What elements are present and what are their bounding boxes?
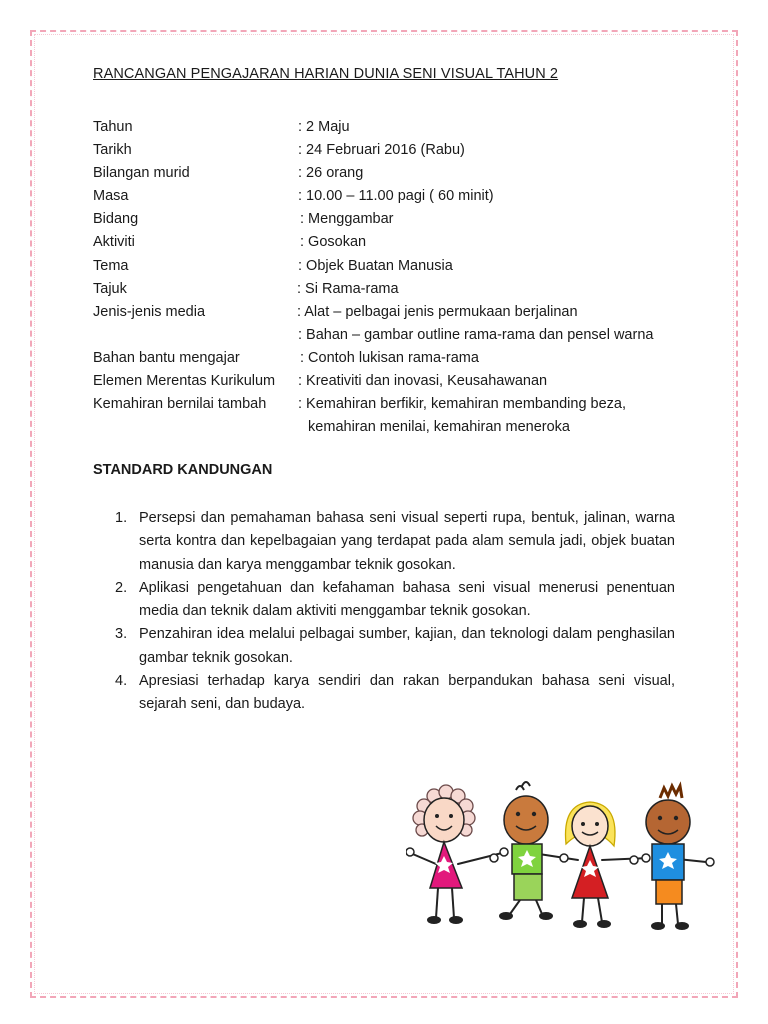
info-label: Tarikh xyxy=(93,142,132,159)
info-row-tajuk xyxy=(93,278,693,301)
info-value: : 26 orang xyxy=(298,165,364,182)
info-value: : 10.00 – 11.00 pagi ( 60 minit) xyxy=(298,188,494,205)
info-table xyxy=(93,116,693,439)
info-label: Bahan bantu mengajar xyxy=(93,349,240,366)
info-label: Tema xyxy=(93,257,129,274)
info-row-tarikh xyxy=(93,139,693,162)
info-label: Kemahiran bernilai tambah xyxy=(93,396,267,413)
list-item xyxy=(93,623,675,670)
list-text: Apresiasi terhadap karya sendiri dan rakan berpandukan bahasa seni visual, sejarah seni, dan budaya. xyxy=(139,673,675,713)
info-value: : Kreativiti dan inovasi, Keusahawanan xyxy=(298,373,548,390)
girl-curly-hair-figure xyxy=(413,785,475,924)
info-row-jenis-media xyxy=(93,301,693,324)
info-value: : Kemahiran berfikir, kemahiran membanding beza, xyxy=(298,396,627,413)
list-number: 3. xyxy=(115,626,128,643)
info-row-bilangan-murid xyxy=(93,162,693,185)
document-title: RANCANGAN PENGAJARAN HARIAN DUNIA SENI VISUAL TAHUN 2 xyxy=(93,66,559,82)
info-row-kemahiran xyxy=(93,393,693,416)
info-value: : 2 Maju xyxy=(298,119,350,135)
info-row-bahan-bantu xyxy=(93,347,693,370)
list-item xyxy=(93,507,675,577)
info-row-bidang xyxy=(93,208,693,231)
list-number: 4. xyxy=(115,673,128,690)
list-number: 2. xyxy=(115,579,128,596)
list-item xyxy=(93,577,675,624)
info-row-aktiviti xyxy=(93,231,693,254)
info-label: Jenis-jenis media xyxy=(93,303,206,320)
info-value: : 24 Februari 2016 (Rabu) xyxy=(298,142,465,159)
list-text: Persepsi dan pemahaman bahasa seni visual seperti rupa, bentuk, jalinan, warna serta kontra dan kepelbagaian yang terdapat pada alam semula jadi, objek buatan manusia dan karya menggambar teknik gosokan. xyxy=(139,510,675,573)
girl-blonde-figure xyxy=(566,802,616,928)
info-row-jenis-media-bahan xyxy=(93,324,693,347)
list-text: Aplikasi pengetahuan dan kefahaman bahasa seni visual menerusi penentuan media dan teknik dalam aktiviti menggambar teknik gosokan. xyxy=(139,579,675,620)
info-label: Tajuk xyxy=(93,280,127,297)
info-row-masa xyxy=(93,185,693,208)
boy-blue-shirt-figure xyxy=(646,786,690,930)
info-value: : Bahan – gambar outline rama-rama dan pensel warna xyxy=(298,326,654,343)
info-label: Tahun xyxy=(93,119,133,135)
info-row-tahun xyxy=(93,116,693,139)
info-label: Masa xyxy=(93,188,129,205)
info-row-tema xyxy=(93,255,693,278)
info-label: Bilangan murid xyxy=(93,165,190,182)
standards-list xyxy=(93,507,675,717)
section-title: STANDARD KANDUNGAN xyxy=(93,462,273,478)
info-label: Aktiviti xyxy=(93,234,135,251)
info-value: : Gosokan xyxy=(300,234,367,251)
list-number: 1. xyxy=(115,510,128,526)
info-value: kemahiran menilai, kemahiran meneroka xyxy=(300,419,570,436)
info-label: Bidang xyxy=(93,211,139,228)
info-value: : Menggambar xyxy=(300,211,394,228)
info-row-kemahiran-cont xyxy=(93,416,693,439)
info-value: : Alat – pelbagai jenis permukaan berjalinan xyxy=(297,303,578,320)
info-value: : Si Rama-rama xyxy=(297,280,399,297)
info-row-elemen-merentas xyxy=(93,370,693,393)
list-text: Penzahiran idea melalui pelbagai sumber, kajian, dan teknologi dalam penghasilan gambar teknik gosokan. xyxy=(139,626,675,666)
info-label: Elemen Merentas Kurikulum xyxy=(93,373,276,390)
children-illustration xyxy=(406,780,728,940)
info-value: : Objek Buatan Manusia xyxy=(298,257,453,274)
info-value: : Contoh lukisan rama-rama xyxy=(300,349,479,366)
list-item xyxy=(93,670,675,717)
